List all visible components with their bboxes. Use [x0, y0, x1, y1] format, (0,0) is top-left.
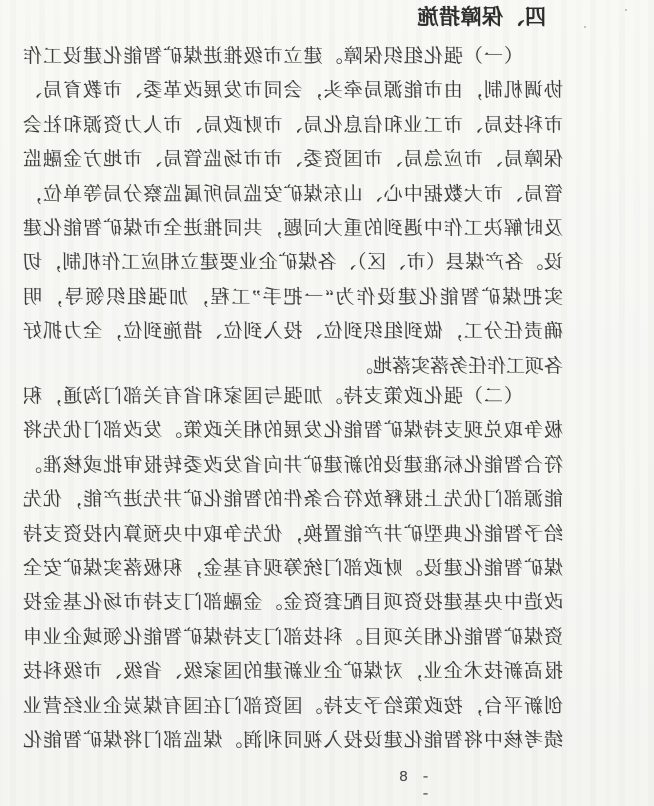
- scan-speck: [584, 26, 586, 28]
- text-line: 能源部门优先上报释放符合条件的智能化矿井先进产能，优先: [23, 489, 563, 511]
- text-line: （一）强化组织保障。建立市级推进煤矿智能化建设工作: [23, 46, 523, 67]
- document-text-block: [23, 0, 563, 806]
- text-line: 创新平台，按政策给予支持。国资部门在国有煤炭企业经营业: [23, 695, 563, 717]
- text-line: 管局、市大数据中心、山东煤矿安监局所属监察分局等单位，: [23, 183, 563, 205]
- section-heading: 四、保障措施: [417, 5, 546, 29]
- text-line: 资煤矿智能化相关项目。科技部门支持煤矿智能化领域企业申: [23, 626, 563, 648]
- text-line: 改造中央基建投资项目配套资金。金融部门支持市场化基金投: [23, 592, 563, 614]
- text-line: 给予智能化典型矿井产能置换，优先争取中央预算内投资支持: [23, 523, 563, 545]
- text-line: （二）强化政策支持。加强与国家和省有关部门沟通，积: [23, 386, 523, 407]
- text-line: 绩考核中将智能化建设投入视同利润。煤监部门将煤矿智能化: [23, 729, 563, 751]
- text-line: 极争取兑现支持煤矿智能化发展的相关政策。发改部门优先将: [23, 420, 563, 442]
- text-line: 报高新技术企业，对煤矿企业新建的国家级、省级、市级科技: [23, 661, 563, 683]
- paragraph-1: [23, 40, 563, 384]
- scan-speck: [625, 9, 627, 11]
- text-line: 设。各产煤县（市、区）、各煤矿企业要建立相应工作机制，切: [23, 252, 563, 274]
- page-number: - 8 -: [396, 769, 430, 803]
- text-line: 确责任分工，做到组织到位、投入到位、措施到位，全力抓好: [23, 321, 563, 343]
- text-line: 煤矿智能化建设。财政部门统筹现有基金，积极落实煤矿安全: [23, 557, 563, 579]
- paragraph-2: [23, 380, 563, 758]
- text-line: 实把煤矿智能化建设作为“一把手”工程，加强组织领导，明: [23, 286, 563, 308]
- text-line: 各项工作任务落实落地。: [353, 355, 563, 377]
- text-line: 符合智能化标准建设的新建矿井向省发改委转报审批或核准。: [23, 454, 563, 476]
- text-line: 及时解决工作中遇到的重大问题，共同推进全市煤矿智能化建: [23, 217, 563, 239]
- text-line: 市科技局、市工业和信息化局、市财政局、市人力资源和社会: [23, 114, 563, 136]
- text-line: 协调机制，由市能源局牵头，会同市发展改革委、市教育局、: [23, 80, 563, 102]
- text-line: 保障局、市应急局、市国资委、市市场监管局、市地方金融监: [23, 149, 563, 171]
